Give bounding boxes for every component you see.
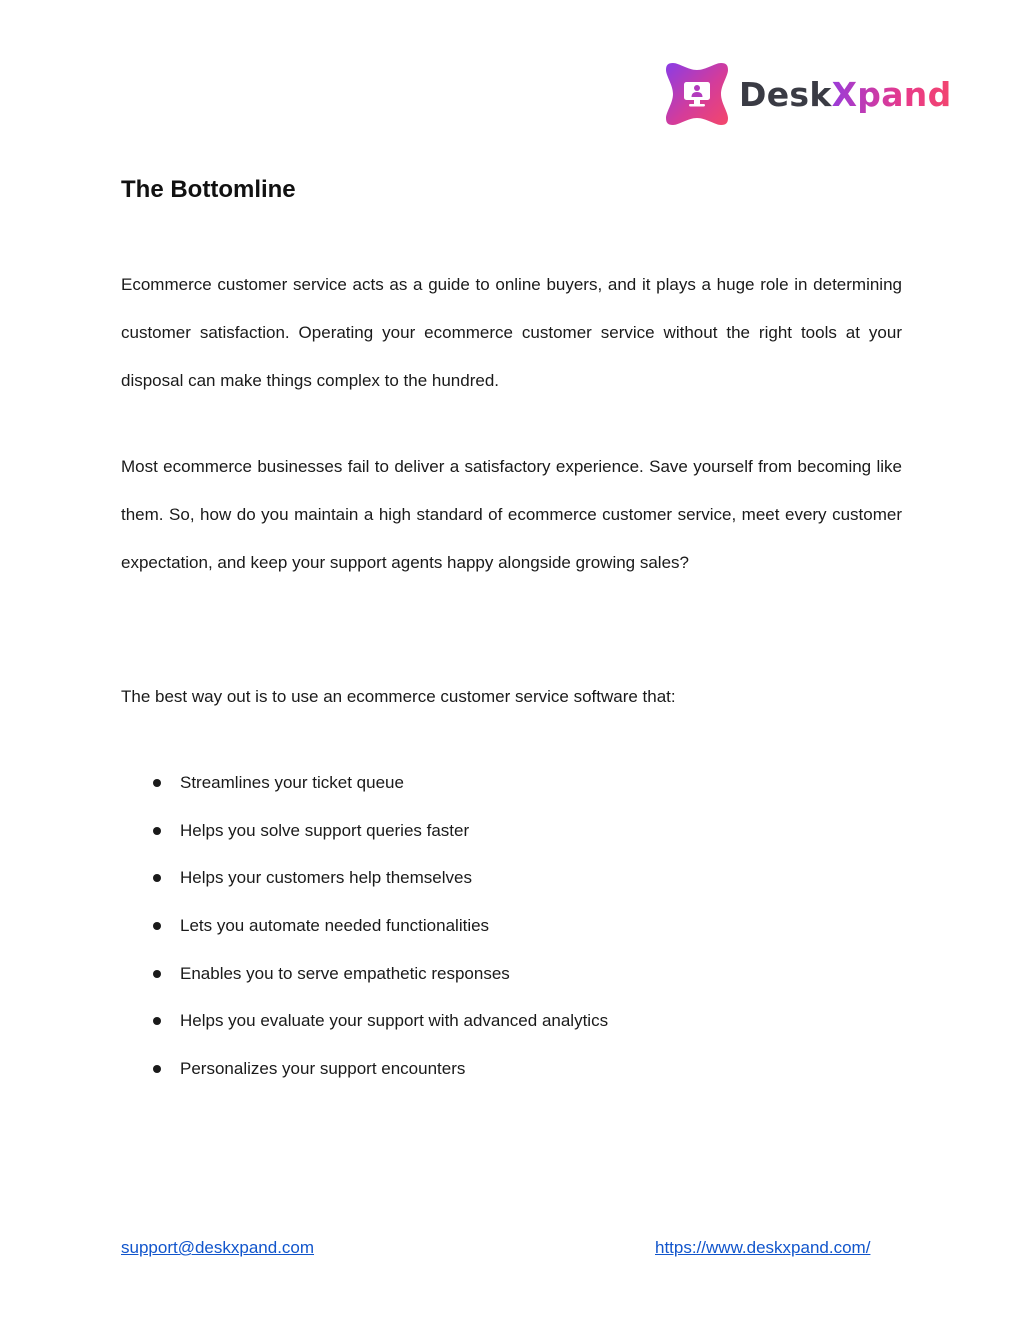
list-item-text: Helps your customers help themselves: [180, 868, 472, 888]
brand-name: [739, 74, 952, 114]
list-item: [121, 950, 902, 998]
bullet-icon: [153, 827, 161, 835]
list-item: [121, 997, 902, 1045]
list-item: [121, 902, 902, 950]
list-item: [121, 854, 902, 902]
bullet-icon: [153, 874, 161, 882]
brand-name-xpand: Xpand: [831, 74, 952, 114]
bullet-icon: [153, 1017, 161, 1025]
list-item: [121, 759, 902, 807]
deskxpand-logo: [664, 60, 952, 128]
list-item: [121, 1045, 902, 1093]
list-item-text: Lets you automate needed functionalities: [180, 916, 490, 936]
bullet-icon: [153, 779, 161, 787]
brand-name-desk: Desk: [739, 74, 832, 114]
paragraph-1: Ecommerce customer service acts as a guide to online buyers, and it plays a huge role in determining customer satisfaction. Operating your ecommerce customer service without the right tools at your disposal can make things complex to the hundred.: [121, 275, 902, 390]
bullet-icon: [153, 922, 161, 930]
list-item-text: Enables you to serve empathetic responses: [180, 963, 510, 983]
website-link[interactable]: https://www.deskxpand.com/: [655, 1238, 871, 1257]
list-item-text: Helps you evaluate your support with advanced analytics: [180, 1011, 609, 1031]
feature-list: [121, 759, 902, 1093]
paragraph-2: Most ecommerce businesses fail to deliver a satisfactory experience. Save yourself from becoming like them. So, how do you maintain a high standard of ecommerce customer service, meet every customer expectation, and keep your support agents happy alongside growing sales?: [121, 457, 902, 572]
bullet-icon: [153, 1065, 161, 1073]
paragraph-3: The best way out is to use an ecommerce customer service software that:: [121, 687, 676, 706]
list-item-text: Personalizes your support encounters: [180, 1059, 466, 1079]
list-item-text: Helps you solve support queries faster: [180, 820, 470, 840]
page-title: The Bottomline: [121, 176, 296, 203]
bullet-icon: [153, 970, 161, 978]
list-item-text: Streamlines your ticket queue: [180, 773, 404, 792]
support-email-link[interactable]: support@deskxpand.com: [121, 1238, 315, 1257]
monitor-person-icon: [664, 61, 730, 127]
list-item: [121, 807, 902, 855]
